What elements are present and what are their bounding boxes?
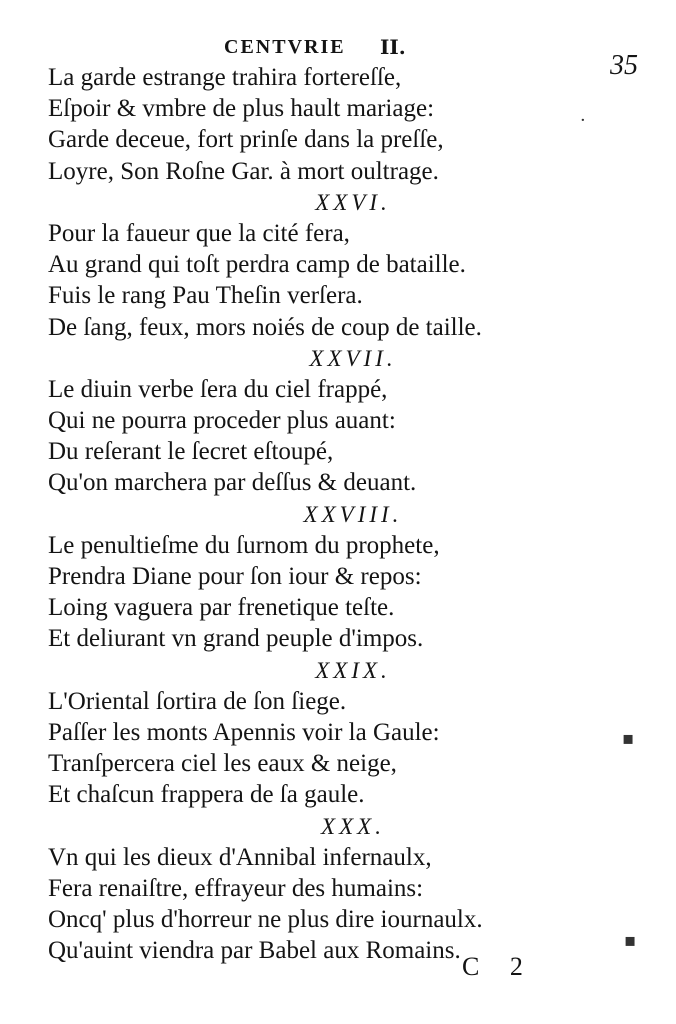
- quatrain: [48, 655, 608, 811]
- verse-line: Pour la faueur que la cité fera,: [48, 219, 350, 247]
- quatrain: [48, 187, 608, 343]
- verse-line: Paſſer les monts Apennis voir la Gaule:: [48, 718, 440, 746]
- quatrain: [48, 62, 608, 187]
- verse-line: Eſpoir & vmbre de plus hault mariage:: [48, 95, 435, 123]
- verse-line: La garde estrange trahira fortereſſe,: [48, 64, 402, 91]
- verse-line: Oncq' plus d'horreur ne plus dire iournaulx.: [48, 906, 483, 934]
- verse-line: Fera renaiſtre, effrayeur des humains:: [48, 874, 424, 902]
- running-head-number: II.: [380, 35, 406, 59]
- signature-mark: C 2: [462, 952, 535, 981]
- verse-line: Vn qui les dieux d'Annibal infernaulx,: [48, 843, 432, 871]
- verse-line: Du reſerant le ſecret eſtoupé,: [48, 438, 334, 466]
- ink-speck: ▪: [622, 728, 635, 749]
- quatrain-numeral: XXVII.: [309, 345, 397, 371]
- verse-line: Et deliurant vn grand peuple d'impos.: [48, 625, 424, 653]
- verse-line: Qu'auint viendra par Babel aux Romains.: [48, 937, 461, 965]
- verse-line: Le penultieſme du ſurnom du prophete,: [48, 531, 440, 559]
- verse-line: Qu'on marchera par deſſus & deuant.: [48, 469, 417, 497]
- verse-line: Le diuin verbe ſera du ciel frappé,: [48, 375, 388, 403]
- folio-number: 35: [610, 50, 638, 81]
- verse-line: Loing vaguera par frenetique teſte.: [48, 594, 395, 622]
- verse-line: Qui ne pourra proceder plus auant:: [48, 407, 396, 435]
- quatrain: [48, 499, 608, 655]
- verse-line: Garde deceue, fort prinſe dans la preſſe,: [48, 126, 444, 154]
- quatrain-text-block: [48, 62, 608, 966]
- verse-line: Prendra Diane pour ſon iour & repos:: [48, 563, 422, 590]
- verse-line: Tranſpercera ciel les eaux & neige,: [48, 750, 397, 778]
- quatrain-numeral: XXIX.: [315, 657, 391, 683]
- quatrain-numeral: XXVI.: [315, 189, 391, 215]
- quatrain-numeral: XXVIII.: [303, 501, 403, 527]
- ink-speck: ▪: [624, 930, 637, 951]
- ink-speck: ·: [580, 110, 586, 131]
- verse-line: Loyre, Son Roſne Gar. à mort oultrage.: [48, 157, 439, 185]
- running-head: CENTVRIE: [224, 36, 346, 58]
- verse-line: Fuis le rang Pau Theſin verſera.: [48, 282, 363, 310]
- verse-line: L'Oriental ſortira de ſon ſiege.: [48, 687, 347, 715]
- quatrain: [48, 811, 608, 967]
- quatrain: [48, 343, 608, 499]
- verse-line: De ſang, feux, mors noiés de coup de taille.: [48, 313, 482, 341]
- verse-line: Au grand qui toſt perdra camp de bataille.: [48, 251, 466, 279]
- verse-line: Et chaſcun frappera de ſa gaule.: [48, 781, 365, 809]
- quatrain-numeral: XXX.: [321, 813, 385, 839]
